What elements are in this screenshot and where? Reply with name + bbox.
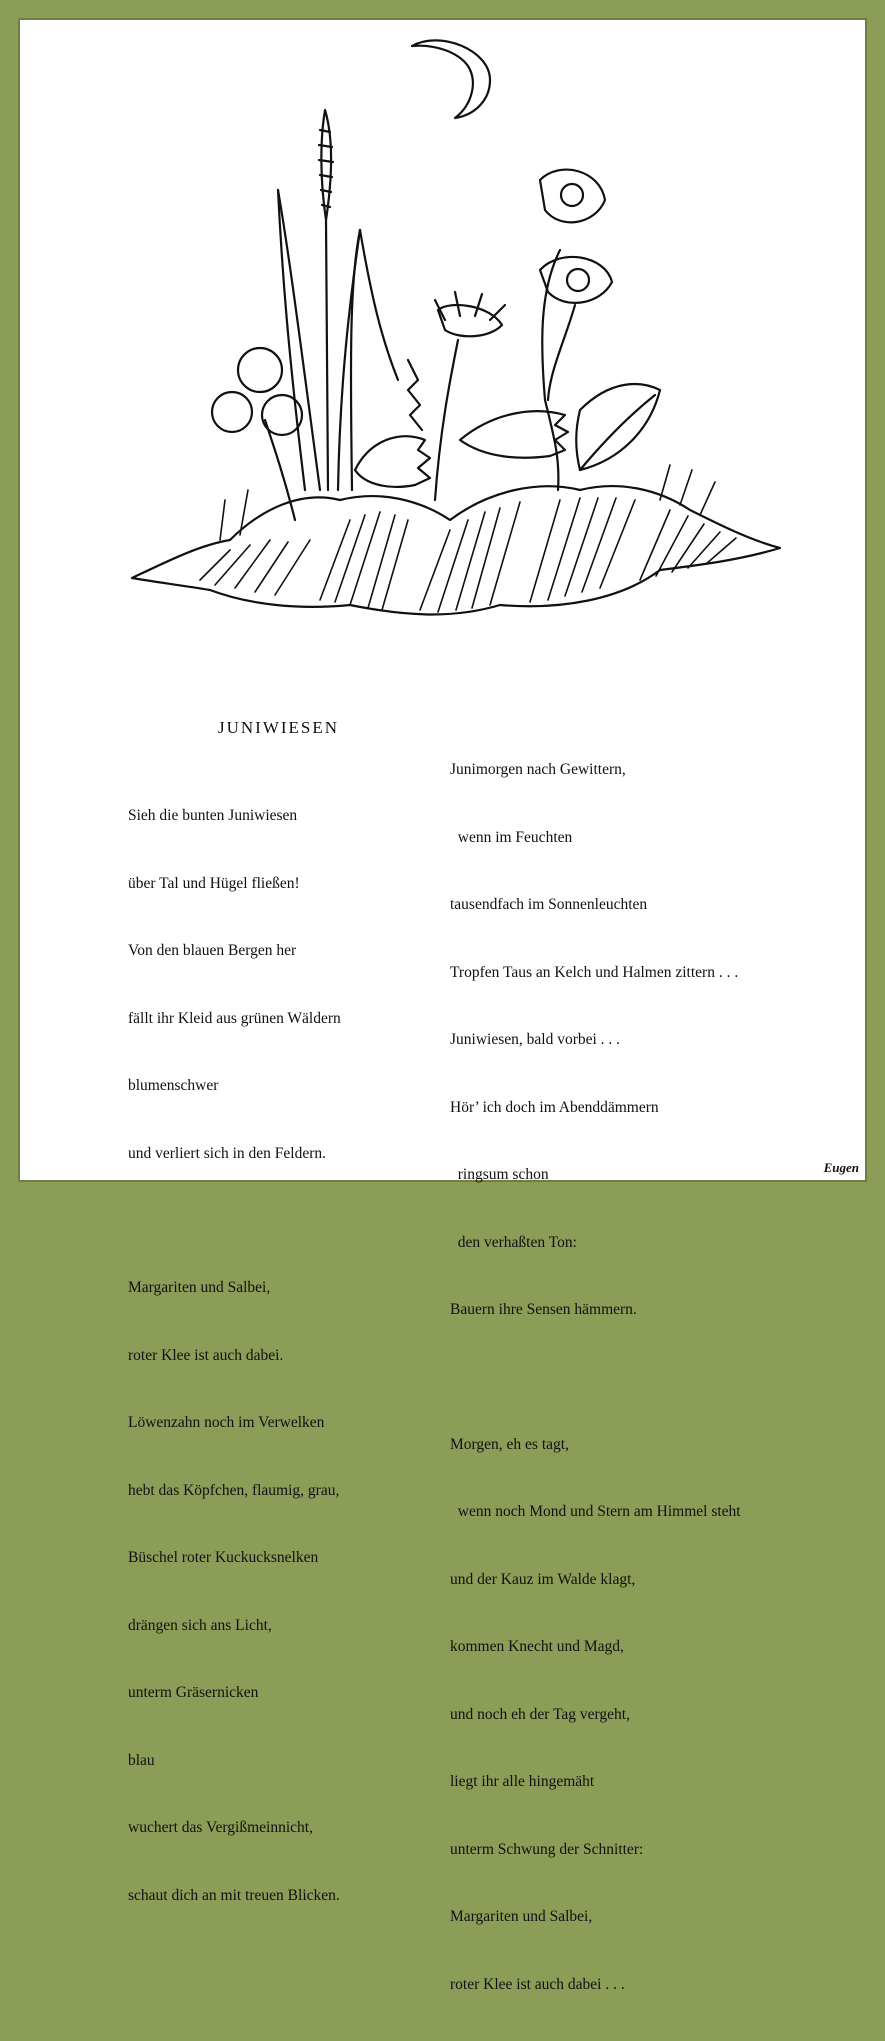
poem-line: und verliert sich in den Feldern. (128, 1144, 327, 1162)
poem-line: liegt ihr alle hingemäht (450, 1773, 595, 1790)
poem-line: wenn noch Mond und Stern am Himmel steht (450, 1503, 741, 1520)
poem-line: unterm Schwung der Schnitter: (450, 1840, 644, 1858)
poem-line: Morgen, eh es tagt, (450, 1435, 569, 1453)
poem-line: drängen sich ans Licht, (128, 1616, 272, 1634)
poem-line: fällt ihr Kleid aus grünen Wäldern (128, 1009, 341, 1027)
poem-line: tausendfach im Sonnenleuchten (450, 896, 648, 913)
poem-line: Hör’ ich doch im Abenddämmern (450, 1098, 659, 1116)
poem-line: Tropfen Taus an Kelch und Halmen zittern . . . (450, 963, 739, 981)
poem-line: kommen Knecht und Magd, (450, 1638, 624, 1655)
poem-line: schaut dich an mit treuen Blicken. (128, 1886, 340, 1904)
poem-line: Junimorgen nach Gewittern, (450, 761, 626, 778)
poem-line: und der Kauz im Walde klagt, (450, 1570, 636, 1588)
poem-title: JUNIWIESEN (218, 718, 340, 737)
stanza-break (128, 1210, 341, 1232)
poem-line: Juniwiesen, bald vorbei . . . (450, 1031, 621, 1048)
poem-line: unterm Gräsernicken (128, 1684, 259, 1701)
moon-icon (412, 40, 490, 118)
poem-left-column (128, 760, 341, 1952)
poem-line: wuchert das Vergißmeinnicht, (128, 1819, 313, 1836)
poem-line: blumenschwer (128, 1077, 219, 1094)
poem-line: den verhaßten Ton: (450, 1233, 577, 1251)
meadow-illustration (20, 20, 869, 660)
poem-line: über Tal und Hügel fließen! (128, 874, 300, 892)
poem-line: Büschel roter Kuckucksnelken (128, 1549, 319, 1566)
poem-line: Margariten und Salbei, (450, 1908, 593, 1925)
poem-line: und noch eh der Tag vergeht, (450, 1705, 630, 1723)
poem-line: roter Klee ist auch dabei. (128, 1346, 284, 1364)
poem-right-column (450, 714, 741, 2041)
poem-line: Von den blauen Bergen her (128, 942, 297, 959)
stanza-break (450, 1367, 741, 1389)
poem-line: Sieh die bunten Juniwiesen (128, 807, 298, 824)
artist-signature: Eugen (823, 1160, 859, 1175)
poem-page (18, 18, 867, 1993)
poem-line: roter Klee ist auch dabei . . . (450, 1975, 625, 1993)
poem-line: Margariten und Salbei, (128, 1279, 271, 1296)
poem-line: ringsum schon (450, 1166, 549, 1183)
poem-line: Bauern ihre Sensen hämmern. (450, 1301, 637, 1318)
poem-line: wenn im Feuchten (450, 828, 573, 846)
poem-line: hebt das Köpfchen, flaumig, grau, (128, 1481, 340, 1499)
poem-line: blau (128, 1751, 155, 1769)
poem-line: Löwenzahn noch im Verwelken (128, 1414, 325, 1431)
